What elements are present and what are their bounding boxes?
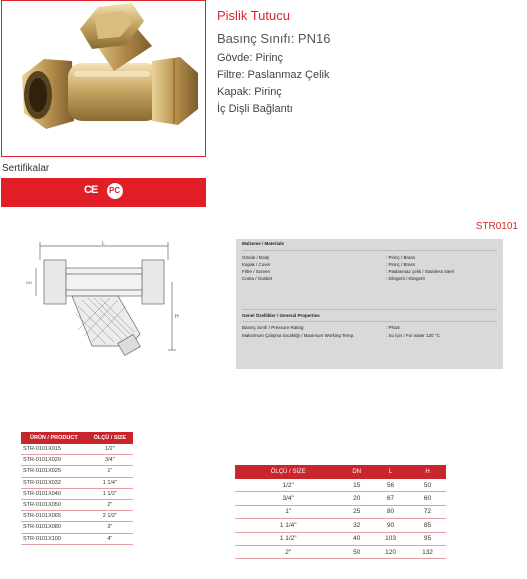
spec-connection: İç Dişli Bağlantı <box>217 103 293 115</box>
col-header-l: L <box>372 465 409 479</box>
cell-code: STR-0101X032 <box>21 477 87 488</box>
product-photo <box>1 0 206 157</box>
table-row <box>21 444 133 455</box>
table-row <box>21 488 133 499</box>
pressure-class: Basınç Sınıfı: PN16 <box>217 31 331 46</box>
table-row <box>21 522 133 533</box>
col-header-dn: DN <box>341 465 372 479</box>
strainer-section-drawing <box>22 238 192 358</box>
col-header-h: H <box>409 465 446 479</box>
cell: 50 <box>341 545 372 558</box>
cell: 132 <box>409 545 446 558</box>
table-row <box>235 492 446 505</box>
material-value: : Pirinç / Brass <box>386 262 416 267</box>
technical-drawing <box>22 238 192 358</box>
cell: 60 <box>409 492 446 505</box>
product-code: STR0101 <box>475 221 518 232</box>
cell-size: 3/4" <box>87 455 133 466</box>
cell: 120 <box>372 545 409 558</box>
cell: 103 <box>372 532 409 545</box>
product-title: Pislik Tutucu <box>217 8 290 23</box>
material-value: : Paslanmaz çelik / Stainless steel <box>386 269 454 274</box>
cell: 25 <box>341 505 372 518</box>
table-row <box>235 519 446 532</box>
material-key: Filtre / Screen <box>242 269 271 274</box>
certificates-bar <box>1 178 206 207</box>
col-header-size: ÖLÇÜ / SIZE <box>235 465 341 479</box>
y-strainer-image <box>2 1 205 156</box>
cell: 90 <box>372 519 409 532</box>
table-row <box>235 505 446 518</box>
cell: 1/2" <box>235 479 341 492</box>
cell: 2" <box>235 545 341 558</box>
cell-code: STR-0101X025 <box>21 466 87 477</box>
cell: 20 <box>341 492 372 505</box>
cell-size: 2 1/2" <box>87 511 133 522</box>
spec-filter: Filtre: Paslanmaz Çelik <box>217 69 330 81</box>
col-header-product: ÜRÜN / PRODUCT <box>21 432 87 444</box>
cell: 1" <box>235 505 341 518</box>
cell-size: 1 1/2" <box>87 488 133 499</box>
cell: 1 1/4" <box>235 519 341 532</box>
material-value: : Pirinç / Brass <box>386 255 416 260</box>
cell-code: STR-0101X080 <box>21 522 87 533</box>
pct-mark-text: PC <box>109 186 121 195</box>
cell-size: 3" <box>87 522 133 533</box>
cell-size: 1" <box>87 466 133 477</box>
drawing-label-h: H <box>175 314 179 320</box>
property-value: : Su için / For water 120 °C <box>386 333 440 338</box>
drawing-label-dn: DN <box>26 280 32 285</box>
cell: 72 <box>409 505 446 518</box>
table-header-row <box>21 432 133 444</box>
cell: 15 <box>341 479 372 492</box>
material-key: Kapak / Cover <box>242 262 271 267</box>
spec-cover: Kapak: Pirinç <box>217 86 282 98</box>
product-table <box>21 432 133 545</box>
materials-panel <box>236 239 503 369</box>
cell-code: STR-0101X020 <box>21 455 87 466</box>
cell-size: 1/2" <box>87 444 133 455</box>
table-row <box>235 479 446 492</box>
cell-code: STR-0101X065 <box>21 511 87 522</box>
properties-header: Genel Özellikler / General Properties <box>242 313 320 318</box>
table-row <box>21 499 133 510</box>
property-key: Basınç Sınıfı / Pressure Rating <box>242 325 304 330</box>
table-row <box>21 511 133 522</box>
table-header-row <box>235 465 446 479</box>
table-row <box>21 455 133 466</box>
cell: 3/4" <box>235 492 341 505</box>
cell-size: 2" <box>87 499 133 510</box>
cell-code: STR-0101X050 <box>21 499 87 510</box>
table-row <box>21 533 133 544</box>
table-row <box>235 532 446 545</box>
table-row <box>21 466 133 477</box>
cell: 56 <box>372 479 409 492</box>
cell: 67 <box>372 492 409 505</box>
cell: 85 <box>409 519 446 532</box>
cell: 1 1/2" <box>235 532 341 545</box>
drawing-label-l: L <box>102 241 105 247</box>
cell-size: 1 1/4" <box>87 477 133 488</box>
cell-size: 4" <box>87 533 133 544</box>
materials-header: Malzeme / Materials <box>242 241 285 246</box>
col-header-size: ÖLÇÜ / SIZE <box>87 432 133 444</box>
ce-mark-icon: CE <box>84 184 98 196</box>
material-key: Conta / Gasket <box>242 276 273 281</box>
cell-code: STR-0101X015 <box>21 444 87 455</box>
property-value: : PN16 <box>386 325 400 330</box>
cell: 80 <box>372 505 409 518</box>
pct-mark-icon <box>107 183 123 199</box>
dimensions-table <box>235 465 446 559</box>
property-key: Maksimum Çalışma Sıcaklığı / Maximum Working Temp. <box>242 333 355 338</box>
certificates-label: Sertifikalar <box>2 163 50 174</box>
cell-code: STR-0101X100 <box>21 533 87 544</box>
table-row <box>235 545 446 558</box>
cell: 95 <box>409 532 446 545</box>
spec-body: Gövde: Pirinç <box>217 52 284 64</box>
material-key: Gövde / Body <box>242 255 270 260</box>
cell: 40 <box>341 532 372 545</box>
cell: 50 <box>409 479 446 492</box>
table-row <box>21 477 133 488</box>
material-value: : Klingerit / Klingerit <box>386 276 425 281</box>
cell-code: STR-0101X040 <box>21 488 87 499</box>
cell: 32 <box>341 519 372 532</box>
